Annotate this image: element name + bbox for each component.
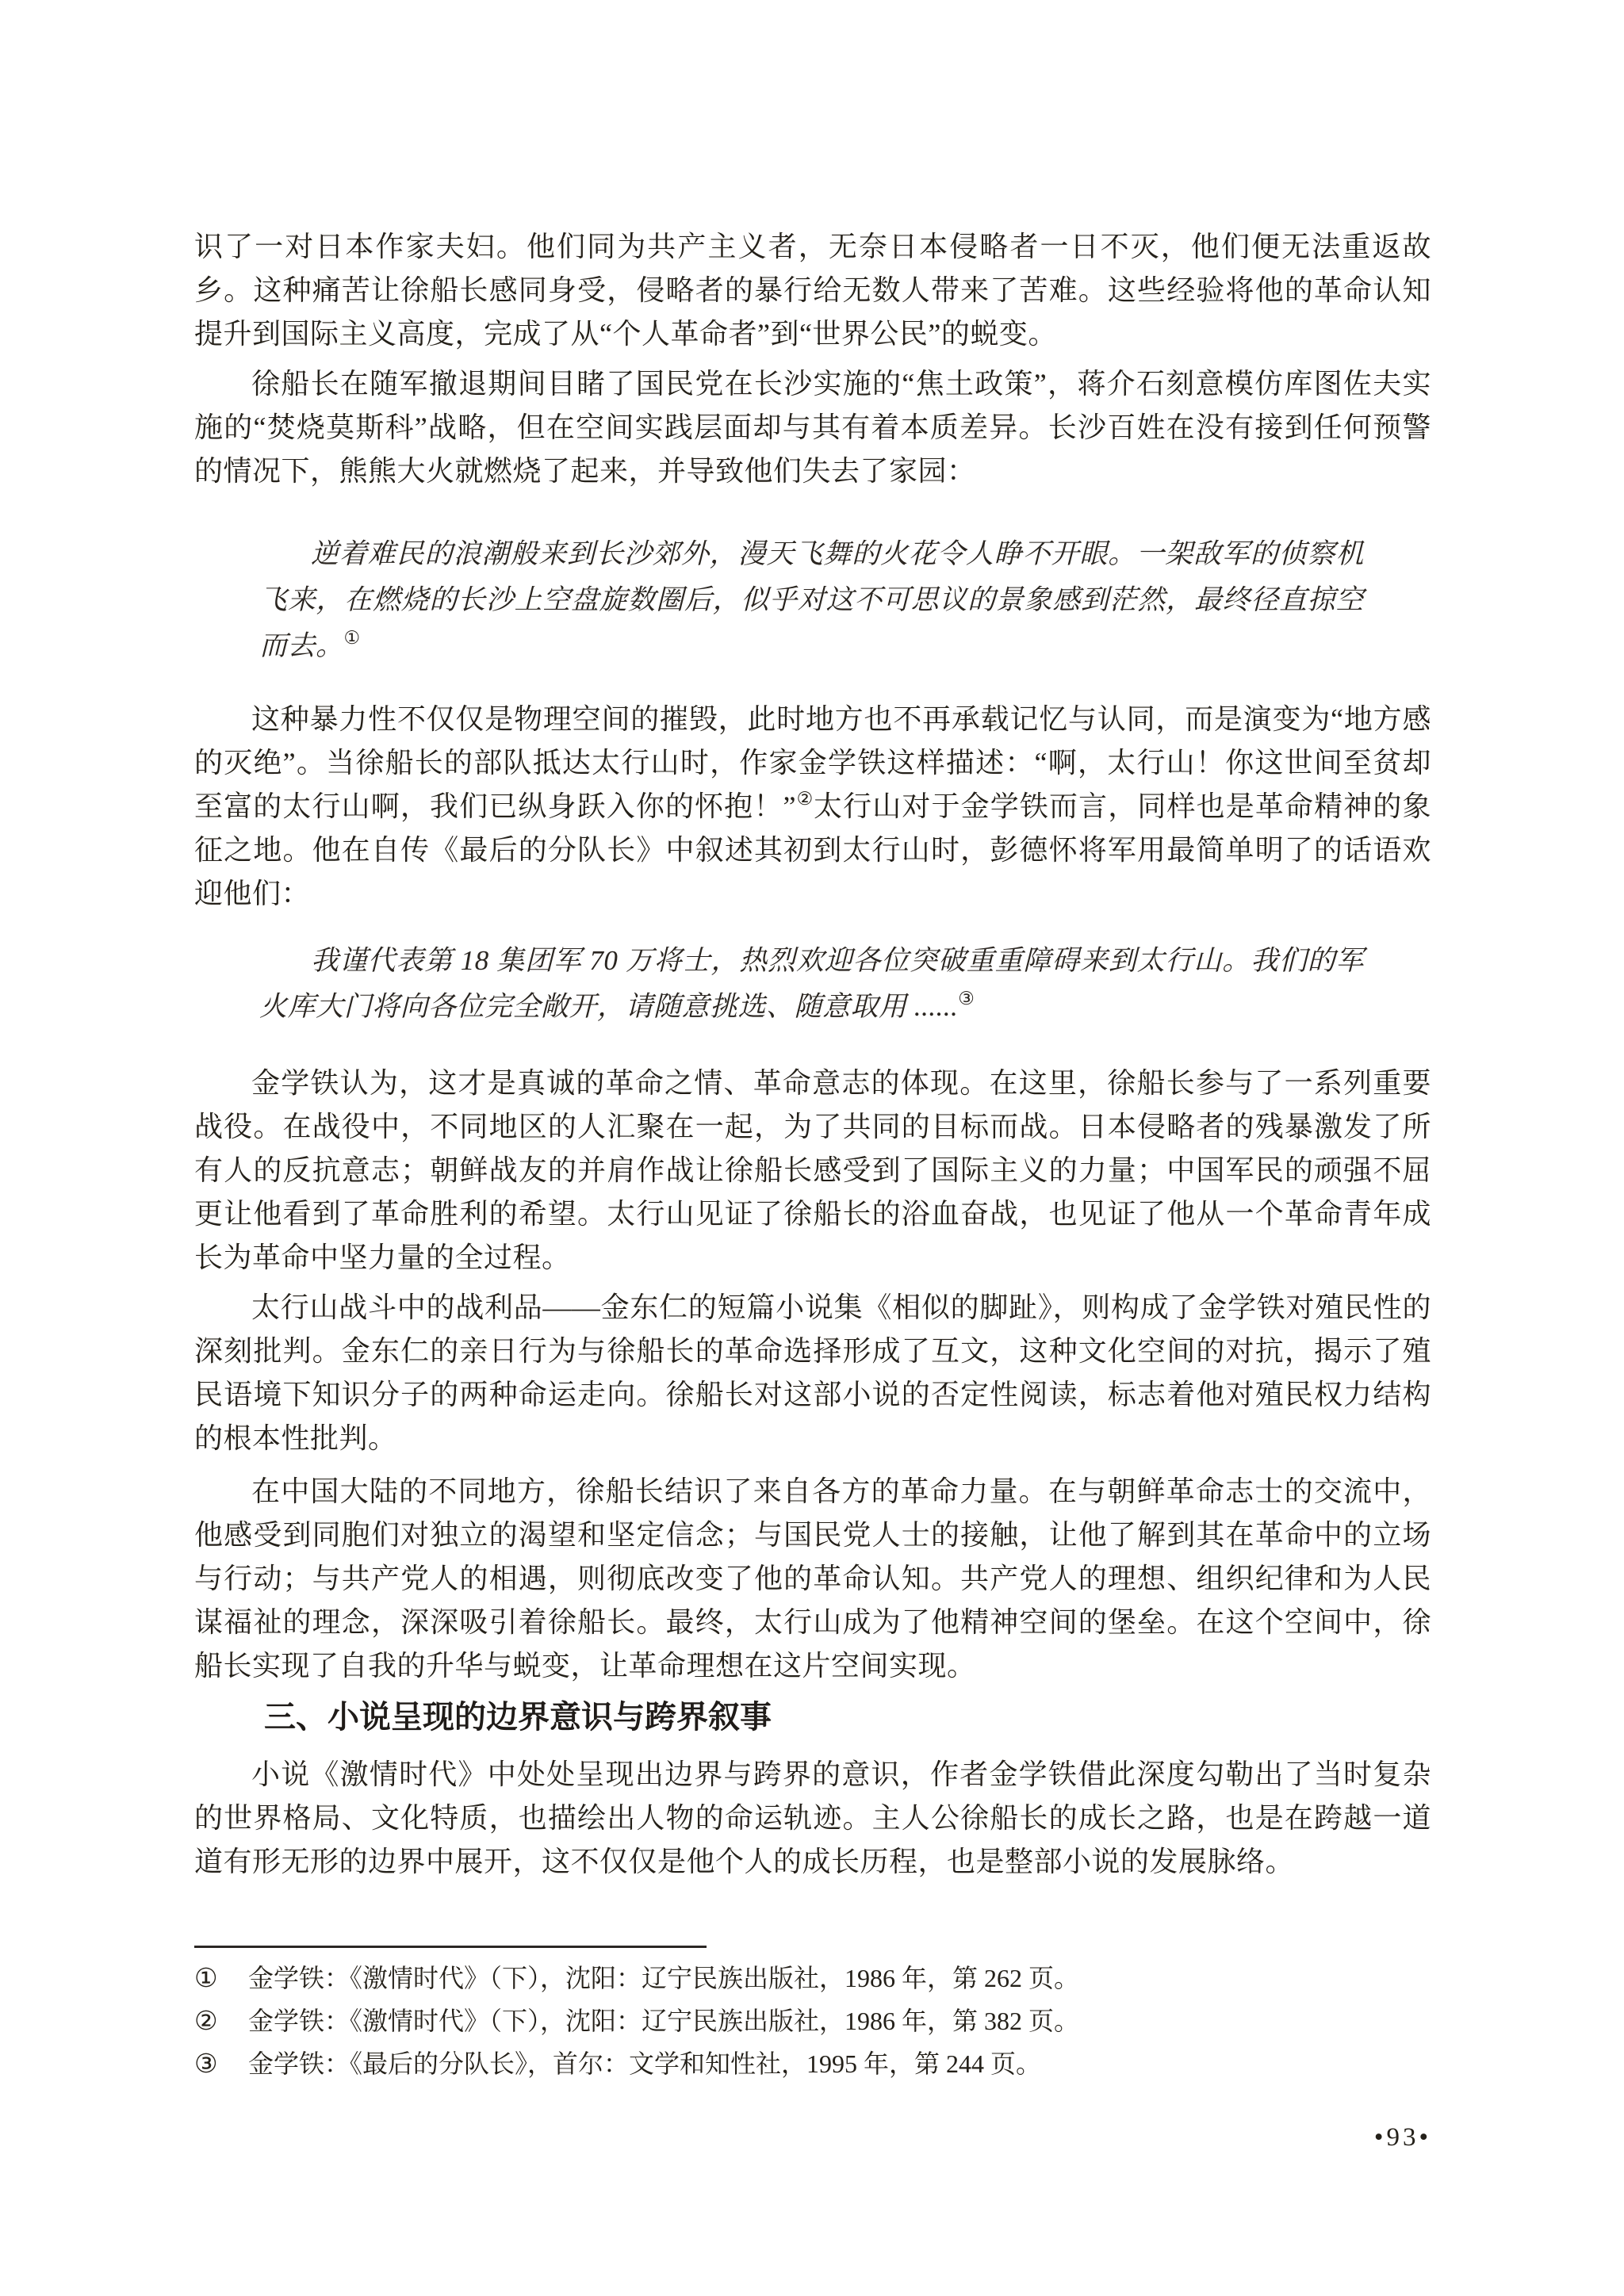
page-number: •93•: [1373, 2123, 1431, 2152]
paragraph-changsha-policy: 徐船长在随军撤退期间目睹了国民党在长沙实施的“焦土政策”，蒋介石刻意模仿库图佐夫实施的“焚烧莫斯科”战略，但在空间实践层面却与其有着本质差异。长沙百姓在没有接到任何预警的情况下，熊熊大火就燃烧了起来，并导致他们失去了家园：: [194, 368, 1431, 487]
paragraph-3-text-before-ref: 这种暴力性不仅仅是物理空间的摧毁，此时地方也不再承载记忆与认同，而是演变为“地方感的灭绝”。当徐船长的部队抵达太行山时，作家金学铁这样描述：“啊，太行山！你这世间至贫却至富的太行山啊，我们已纵身跃入你的怀抱！”: [194, 703, 1431, 822]
footnote-1-marker: ①: [194, 1965, 218, 1993]
footnote-item-1: [194, 1957, 1431, 2000]
footnote-divider: [194, 1946, 707, 1948]
section-heading-border-consciousness: 三、小说呈现的边界意识与跨界叙事: [264, 1700, 772, 1735]
footnotes-section: [194, 1957, 1431, 2086]
paragraph-taihang-mountain: [194, 698, 1431, 916]
block-quote-peng-dehuai-welcome: [194, 938, 1431, 1030]
footnote-item-3: [194, 2043, 1431, 2086]
paragraph-border-crossing-narrative: 小说《激情时代》中处处呈现出边界与跨界的意识，作者金学铁借此深度勾勒出了当时复杂的世界格局、文化特质，也描绘出人物的命运轨迹。主人公徐船长的成长之路，也是在跨越一道道有形无形的边界中展开，这不仅仅是他个人的成长历程，也是整部小说的发展脉络。: [194, 1758, 1431, 1877]
quote-1-text: 逆着难民的浪潮般来到长沙郊外，漫天飞舞的火花令人睁不开眼。一架敌军的侦察机飞来，在燃烧的长沙上空盘旋数圈后，似乎对这不可思议的景象感到茫然，最终径直掠空而去。: [259, 538, 1364, 661]
footnote-item-2: [194, 2000, 1431, 2043]
footnote-3-marker: ③: [194, 2050, 218, 2079]
footnote-ref-2: ②: [796, 789, 814, 809]
paragraph-colonial-critique: 太行山战斗中的战利品——金东仁的短篇小说集《相似的脚趾》，则构成了金学铁对殖民性的深刻批判。金东仁的亲日行为与徐船长的革命选择形成了互文，这种文化空间的对抗，揭示了殖民语境下知识分子的两种命运走向。徐船长对这部小说的否定性阅读，标志着他对殖民权力结构的根本性批判。: [194, 1292, 1431, 1454]
footnote-1-text: 金学铁：《激情时代》（下），沈阳：辽宁民族出版社，1986 年，第 262 页。: [248, 1964, 1080, 1992]
paragraph-mainland-encounters: 在中国大陆的不同地方，徐船长结识了来自各方的革命力量。在与朝鲜革命志士的交流中，他感受到同胞们对独立的渴望和坚定信念；与国民党人士的接触，让他了解到其在革命中的立场与行动；与共产党人的相遇，则彻底改变了他的革命认知。共产党人的理想、组织纪律和为人民谋福祉的理念，深深吸引着徐船长。最终，太行山成为了他精神空间的堡垒。在这个空间中，徐船长实现了自我的升华与蜕变，让革命理想在这片空间实现。: [194, 1475, 1431, 1682]
paragraph-continuation: 识了一对日本作家夫妇。他们同为共产主义者，无奈日本侵略者一日不灭，他们便无法重返故乡。这种痛苦让徐船长感同身受，侵略者的暴行给无数人带来了苦难。这些经验将他的革命认知提升到国际主义高度，完成了从“个人革命者”到“世界公民”的蜕变。: [194, 231, 1431, 350]
paragraph-3-text-after-ref: 太行山对于金学铁而言，同样也是革命精神的象征之地。他在自传《最后的分队长》中叙述其初到太行山时，彭德怀将军用最简单明了的话语欢迎他们：: [194, 790, 1431, 909]
quote-2-text: 我谨代表第 18 集团军 70 万将士，热烈欢迎各位突破重重障碍来到太行山。我们的军火库大门将向各位完全敞开，请随意挑选、随意取用 ......: [259, 945, 1364, 1022]
block-quote-changsha-fire: [194, 531, 1431, 669]
paragraph-revolutionary-will: 金学铁认为，这才是真诚的革命之情、革命意志的体现。在这里，徐船长参与了一系列重要战役。在战役中，不同地区的人汇聚在一起，为了共同的目标而战。日本侵略者的残暴激发了所有人的反抗意志；朝鲜战友的并肩作战让徐船长感受到了国际主义的力量；中国军民的顽强不屈更让他看到了革命胜利的希望。太行山见证了徐船长的浴血奋战，也见证了他从一个革命青年成长为革命中坚力量的全过程。: [194, 1067, 1431, 1273]
footnote-ref-1: ①: [343, 628, 361, 648]
footnote-3-text: 金学铁：《最后的分队长》，首尔：文学和知性社，1995 年，第 244 页。: [248, 2049, 1042, 2078]
footnote-ref-3: ③: [958, 989, 975, 1008]
footnote-2-text: 金学铁：《激情时代》（下），沈阳：辽宁民族出版社，1986 年，第 382 页。: [248, 2007, 1080, 2035]
footnote-2-marker: ②: [194, 2007, 218, 2036]
